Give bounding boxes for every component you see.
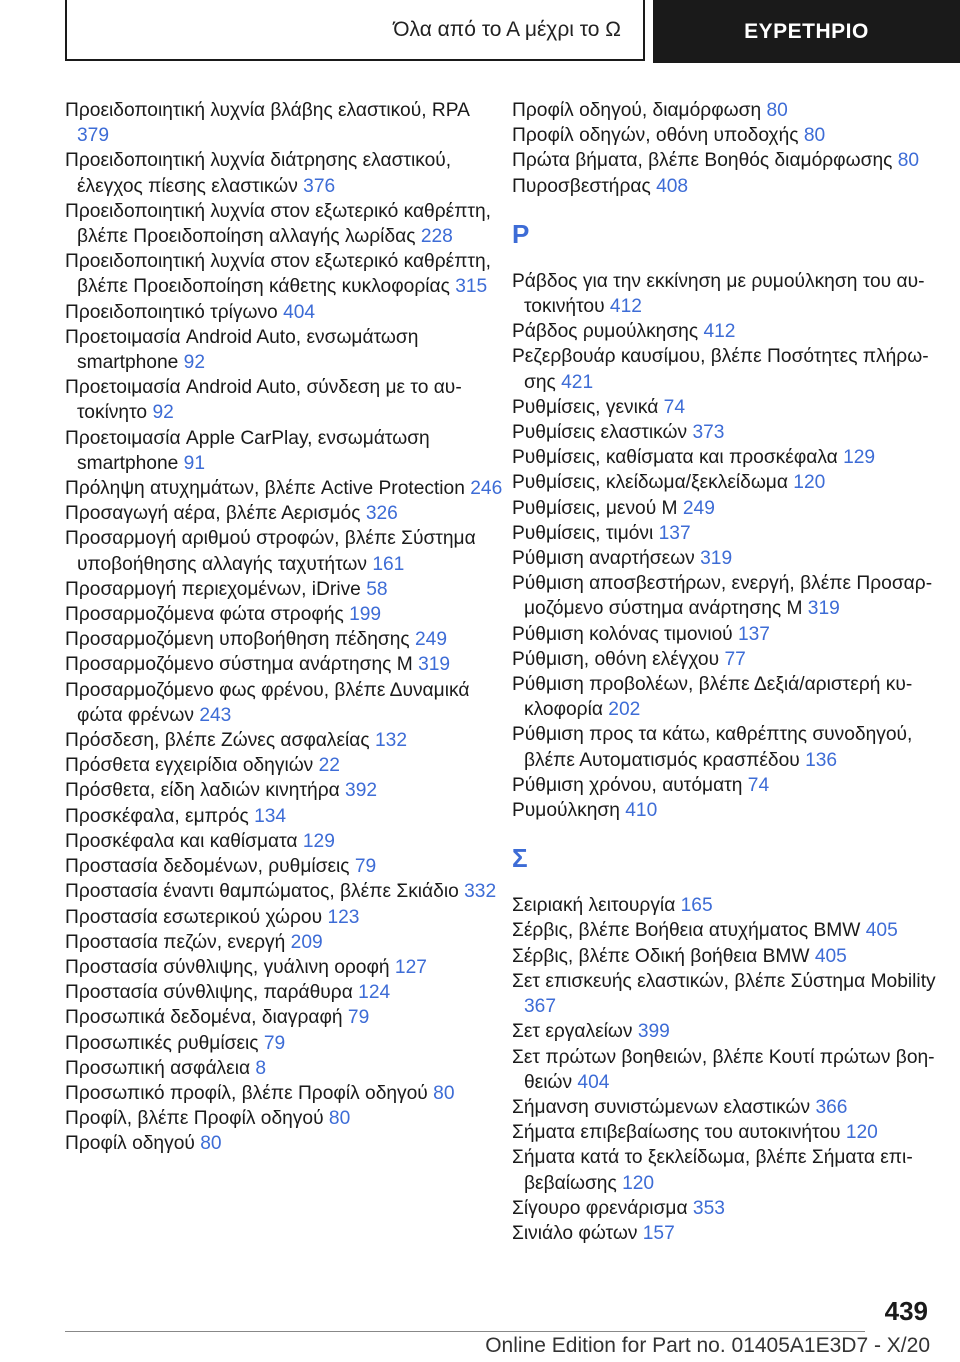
index-entry: [65, 1031, 505, 1056]
page-ref-link[interactable]: 80: [200, 1133, 222, 1155]
entry-text: Σετ εργαλείων: [512, 1021, 633, 1043]
index-entry: [512, 622, 952, 647]
index-entry: [65, 930, 505, 955]
page-ref-link[interactable]: 319: [807, 598, 840, 620]
index-entry: [512, 420, 952, 445]
entry-text: Προσωπική ασφάλεια: [65, 1057, 251, 1079]
page-ref-link[interactable]: 243: [199, 704, 232, 726]
page-ref-link[interactable]: 79: [354, 856, 377, 878]
page-ref-link[interactable]: 58: [366, 578, 388, 600]
entry-text: Ρύθμιση προβολέων, βλέπε Δεξιά/αριστερή κυκλοφορία: [512, 674, 913, 721]
page-ref-link[interactable]: 137: [658, 522, 691, 544]
entry-text: Ρύθμιση αποσβεστήρων, ενεργή, βλέπε Προσαρμοζόμενο σύστημα ανάρτησης M: [512, 573, 933, 620]
entry-text: Ρυθμίσεις, μενού M: [512, 497, 678, 519]
index-entry: [512, 344, 952, 394]
page-ref-link[interactable]: 228: [420, 226, 453, 248]
entry-text: Προσωπικές ρυθμίσεις: [65, 1032, 259, 1054]
index-entry: [512, 1196, 952, 1221]
page-ref-link[interactable]: 410: [625, 800, 658, 822]
page-ref-link[interactable]: 92: [152, 402, 174, 424]
edition-footer: Online Edition for Part no. 01405A1E3D7 - X/20: [485, 1334, 930, 1357]
entry-text: Προσαγωγή αέρα, βλέπε Αερισμός: [65, 503, 361, 525]
page-ref-link[interactable]: 74: [747, 774, 770, 796]
page-ref-link[interactable]: 124: [358, 982, 391, 1004]
entry-text: Προειδοποιητική λυχνία στον εξωτερικό καθρέπτη, βλέπε Προειδοποίηση κάθετης κυκλοφορίας: [65, 251, 492, 298]
page-ref-link[interactable]: 79: [263, 1032, 286, 1054]
entry-text: Σήματα κατά το ξεκλείδωμα, βλέπε Σήματα επιβεβαίωσης: [512, 1147, 913, 1194]
index-entry: [512, 174, 952, 199]
entry-text: Προφίλ οδηγού: [65, 1133, 195, 1155]
entry-text: Προσκέφαλα, εμπρός: [65, 805, 249, 827]
index-entry: [512, 521, 952, 546]
entry-text: Προειδοποιητική λυχνία διάτρησης ελαστικού, έλεγχος πίεσης ελαστικών: [65, 150, 452, 197]
entry-text: Προσκέφαλα και καθίσματα: [65, 830, 298, 852]
index-entry: [512, 722, 952, 772]
entry-text: Ρυθμίσεις, καθίσματα και προσκέφαλα: [512, 447, 838, 469]
entry-text: Ρύθμιση κολόνας τιμονιού: [512, 623, 733, 645]
page-ref-link[interactable]: 80: [897, 150, 920, 172]
entry-text: Προστασία πεζών, ενεργή: [65, 931, 286, 953]
entry-text: Προστασία δεδομένων, ρυθμίσεις: [65, 856, 350, 878]
entry-text: Πρόσθετα, είδη λαδιών κινητήρα: [65, 780, 340, 802]
page-ref-link[interactable]: 80: [328, 1108, 351, 1130]
page-ref-link[interactable]: 22: [318, 755, 340, 777]
entry-text: Σινιάλο φώτων: [512, 1222, 638, 1244]
page-ref-link[interactable]: 366: [815, 1096, 848, 1118]
entry-text: Πρόληψη ατυχημάτων, βλέπε Active Protection: [65, 478, 465, 500]
index-entry: [65, 678, 505, 728]
index-entry: [65, 955, 505, 980]
index-entry: [65, 1005, 505, 1030]
entry-text: Σέρβις, βλέπε Βοήθεια ατυχήματος BMW: [512, 920, 861, 942]
index-entry: [512, 672, 952, 722]
page-ref-link[interactable]: 326: [365, 503, 398, 525]
page-ref-link[interactable]: 353: [692, 1197, 725, 1219]
index-entry: [65, 829, 505, 854]
index-entry: [65, 728, 505, 753]
entry-text: Προσαρμοζόμενο σύστημα ανάρτησης M: [65, 654, 413, 676]
index-entry: [65, 980, 505, 1005]
index-entry: [65, 753, 505, 778]
page-ref-link[interactable]: 120: [845, 1122, 878, 1144]
page-ref-link[interactable]: 246: [470, 478, 503, 500]
page-ref-link[interactable]: 379: [77, 125, 110, 147]
index-entry: [65, 325, 505, 375]
entry-text: Σειριακή λειτουργία: [512, 895, 676, 917]
index-entry: [512, 496, 952, 521]
index-tab[interactable]: [653, 0, 960, 63]
index-column-right: [512, 98, 952, 1246]
index-entry: [65, 778, 505, 803]
entry-text: Προειδοποιητικό τρίγωνο: [65, 301, 278, 323]
page-ref-link[interactable]: 249: [415, 629, 448, 651]
entry-text: Ρυθμίσεις, γενικά: [512, 396, 659, 418]
entry-text: Ρυμούλκηση: [512, 800, 620, 822]
index-entry: [512, 1095, 952, 1120]
entry-text: Προσαρμογή περιεχομένων, iDrive: [65, 578, 361, 600]
index-entry: [512, 319, 952, 344]
page-ref-link[interactable]: 137: [737, 623, 770, 645]
entry-text: Προστασία εσωτερικού χώρου: [65, 906, 323, 928]
index-entry: [512, 893, 952, 918]
index-entry: [512, 918, 952, 943]
page-ref-link[interactable]: 367: [524, 996, 557, 1018]
index-entry: [65, 1081, 505, 1106]
footer-divider: [65, 1331, 865, 1332]
page-ref-link[interactable]: 412: [703, 321, 736, 343]
page-ref-link[interactable]: 134: [254, 805, 287, 827]
entry-text: Ρύθμιση προς τα κάτω, καθρέπτης συνοδηγού, βλέπε Αυτοματισμός κρασπέδου: [512, 724, 913, 771]
entry-text: Προστασία σύνθλιψης, γυάλινη οροφή: [65, 956, 390, 978]
page-ref-link[interactable]: 80: [433, 1082, 455, 1104]
section-tab[interactable]: [65, 0, 645, 61]
index-entry: [512, 647, 952, 672]
page-ref-link[interactable]: 392: [345, 780, 378, 802]
page-ref-link[interactable]: 120: [622, 1172, 655, 1194]
page-ref-link[interactable]: 91: [183, 452, 206, 474]
page-ref-link[interactable]: 404: [283, 301, 316, 323]
page-ref-link[interactable]: 127: [394, 956, 427, 978]
entry-text: Ράβδος ρυμούλκησης: [512, 321, 699, 343]
page-ref-link[interactable]: 123: [327, 906, 360, 928]
entry-text: Προετοιμασία Android Auto, σύνδεση με το αυτοκίνητο: [65, 377, 462, 424]
page-ref-link[interactable]: 404: [577, 1071, 610, 1093]
page-ref-link[interactable]: 209: [290, 931, 323, 953]
entry-text: Προσωπικό προφίλ, βλέπε Προφίλ οδηγού: [65, 1082, 428, 1104]
index-entry: [65, 652, 505, 677]
index-entry: [65, 602, 505, 627]
index-entry: [65, 249, 505, 299]
index-entry: [512, 1221, 952, 1246]
index-entry: [512, 1120, 952, 1145]
page-ref-link[interactable]: 80: [766, 100, 788, 121]
page-ref-link[interactable]: 412: [609, 296, 642, 318]
index-entry: [65, 526, 505, 576]
index-entry: [512, 445, 952, 470]
entry-text: Ρυθμίσεις, τιμόνι: [512, 522, 654, 544]
entry-text: Σετ επισκευής ελαστικών, βλέπε Σύστημα Mobility: [512, 970, 936, 992]
index-entry: [512, 470, 952, 495]
entry-text: Ρύθμιση, οθόνη ελέγχου: [512, 648, 720, 670]
page-ref-link[interactable]: 129: [843, 447, 876, 469]
page-ref-link[interactable]: 405: [865, 920, 898, 942]
index-entry: [512, 1019, 952, 1044]
entry-text: Ρύθμιση χρόνου, αυτόματη: [512, 774, 743, 796]
entry-text: Προετοιμασία Android Auto, ενσωμάτωση smartphone: [65, 326, 419, 374]
index-entry: [512, 546, 952, 571]
entry-text: Πρόσδεση, βλέπε Ζώνες ασφαλείας: [65, 730, 370, 752]
entry-text: Σέρβις, βλέπε Οδική βοήθεια BMW: [512, 945, 810, 967]
page-ref-link[interactable]: 332: [464, 881, 497, 903]
index-entry: [65, 501, 505, 526]
entry-text: Ράβδος για την εκκίνηση με ρυμούλκηση του αυτοκινήτου: [512, 270, 925, 318]
entry-text: Ρύθμιση αναρτήσεων: [512, 548, 695, 570]
index-entry: [65, 905, 505, 930]
entry-text: Ρεζερβουάρ καυσίμου, βλέπε Ποσότητες πλήρωσης: [512, 346, 929, 393]
entry-text: Προφίλ οδηγών, οθόνη υποδοχής: [512, 125, 799, 147]
index-entry: [65, 1106, 505, 1131]
section-tab-label: Όλα από το Α μέχρι το Ω: [393, 17, 621, 41]
index-tab-label: ΕΥΡΕΤΗΡΙΟ: [744, 19, 869, 43]
section-letter-heading: P: [512, 218, 530, 249]
page-ref-link[interactable]: 79: [347, 1007, 370, 1029]
page-ref-link[interactable]: 408: [656, 175, 689, 197]
page-ref-link[interactable]: 421: [561, 371, 594, 393]
index-entry: [65, 375, 505, 425]
page-ref-link[interactable]: 319: [418, 654, 451, 676]
page-ref-link[interactable]: 120: [793, 472, 826, 494]
page-ref-link[interactable]: 165: [680, 895, 713, 917]
entry-text: Προσαρμοζόμενη υποβοήθηση πέδησης: [65, 629, 410, 651]
entry-text: Προετοιμασία Apple CarPlay, ενσωμάτωση smartphone: [65, 427, 430, 474]
entry-text: Προσωπικά δεδομένα, διαγραφή: [65, 1007, 343, 1029]
page-header: [65, 0, 960, 63]
index-entry: [512, 944, 952, 969]
page-ref-link[interactable]: 161: [372, 553, 405, 575]
index-entry: [512, 123, 952, 148]
index-entry: [512, 571, 952, 621]
entry-text: Προσαρμοζόμενα φώτα στροφής: [65, 604, 344, 626]
page-ref-link[interactable]: 129: [302, 830, 335, 852]
entry-text: Πρώτα βήματα, βλέπε Βοηθός διαμόρφωσης: [512, 150, 893, 172]
index-entry: [65, 476, 505, 501]
entry-text: Σετ πρώτων βοηθειών, βλέπε Κουτί πρώτων βοηθειών: [512, 1046, 935, 1093]
page-number: 439: [884, 1296, 928, 1326]
page-ref-link[interactable]: 199: [349, 604, 382, 626]
page-ref-link[interactable]: 315: [455, 276, 488, 298]
index-entry: [65, 854, 505, 879]
entry-text: Προσαρμογή αριθμού στροφών, βλέπε Σύστημα υποβοήθησης αλλαγής ταχυτήτων: [65, 528, 476, 575]
index-entry: [65, 98, 505, 148]
entry-text: Προειδοποιητική λυχνία βλάβης ελαστικού, RPA: [65, 100, 469, 121]
page-ref-link[interactable]: 202: [608, 699, 641, 721]
index-entry: [512, 148, 952, 173]
index-entry: [65, 1131, 505, 1156]
entry-text: Προειδοποιητική λυχνία στον εξωτερικό καθρέπτη, βλέπε Προειδοποίηση αλλαγής λωρίδας: [65, 200, 492, 248]
index-entry: [65, 879, 505, 904]
index-entry: [512, 1145, 952, 1195]
page-ref-link[interactable]: 132: [375, 730, 408, 752]
entry-text: Ρυθμίσεις, κλείδωμα/ξεκλείδωμα: [512, 472, 788, 494]
page-ref-link[interactable]: 92: [183, 352, 206, 374]
page-ref-link[interactable]: 77: [724, 648, 746, 670]
page-ref-link[interactable]: 376: [303, 175, 336, 197]
index-entry: [65, 199, 505, 249]
index-entry: [65, 426, 505, 476]
index-entry: [512, 798, 952, 823]
index-entry: [65, 1056, 505, 1081]
index-entry: [512, 1045, 952, 1095]
page-ref-link[interactable]: 157: [642, 1222, 675, 1244]
index-entry: [512, 969, 952, 1019]
index-entry: [512, 269, 952, 319]
entry-text: Προφίλ οδηγού, διαμόρφωση: [512, 100, 762, 121]
page-ref-link[interactable]: 373: [692, 422, 725, 444]
index-entry: [65, 300, 505, 325]
entry-text: Προφίλ, βλέπε Προφίλ οδηγού: [65, 1108, 324, 1130]
entry-text: Σήμανση συνιστώμενων ελαστικών: [512, 1096, 811, 1118]
index-entry: [512, 773, 952, 798]
index-entry: [65, 627, 505, 652]
page-ref-link[interactable]: 80: [803, 125, 826, 147]
index-column-left: [65, 98, 505, 1157]
index-entry: [65, 804, 505, 829]
entry-text: Προσαρμοζόμενο φως φρένου, βλέπε Δυναμικά φώτα φρένων: [65, 679, 470, 726]
entry-text: Πρόσθετα εγχειρίδια οδηγιών: [65, 755, 314, 777]
index-entry: [512, 98, 952, 123]
section-letter-heading: Σ: [512, 843, 528, 874]
entry-text: Σήματα επιβεβαίωσης του αυτοκινήτου: [512, 1122, 841, 1144]
entry-text: Προστασία έναντι θαμπώματος, βλέπε Σκιάδιο: [65, 881, 459, 903]
page-ref-link[interactable]: 319: [700, 548, 733, 570]
index-entry: [65, 148, 505, 198]
entry-text: Πυροσβεστήρας: [512, 175, 651, 197]
page-ref-link[interactable]: 136: [805, 749, 838, 771]
entry-text: Σίγουρο φρενάρισμα: [512, 1197, 688, 1219]
entry-text: Ρυθμίσεις ελαστικών: [512, 422, 688, 444]
page-ref-link[interactable]: 8: [255, 1057, 267, 1079]
page-ref-link[interactable]: 249: [682, 497, 715, 519]
index-entry: [65, 577, 505, 602]
page-ref-link[interactable]: 405: [814, 945, 847, 967]
entry-text: Προστασία σύνθλιψης, παράθυρα: [65, 982, 353, 1004]
page-ref-link[interactable]: 74: [663, 396, 685, 418]
index-entry: [512, 395, 952, 420]
page-ref-link[interactable]: 399: [637, 1021, 670, 1043]
